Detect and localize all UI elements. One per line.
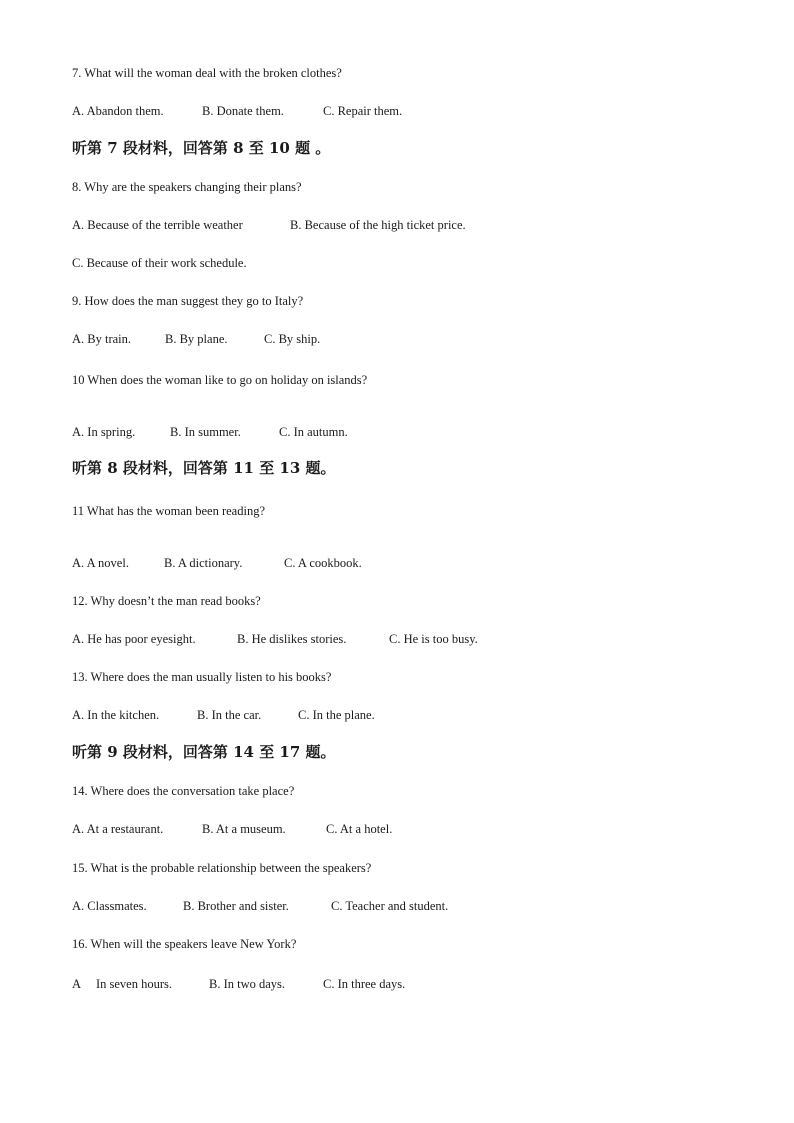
option-c: C. A cookbook. xyxy=(284,556,362,570)
option-c: C. He is too busy. xyxy=(389,632,478,646)
option-b: B. A dictionary. xyxy=(164,556,243,570)
option-a: A. He has poor eyesight. xyxy=(72,632,196,646)
option-b: B. Because of the high ticket price. xyxy=(290,218,466,232)
question-16: 16. When will the speakers leave New York? xyxy=(72,937,297,951)
option-c: C. Teacher and student. xyxy=(331,899,449,913)
question-8: 8. Why are the speakers changing their plans? xyxy=(72,180,302,194)
question-7: 7. What will the woman deal with the broken clothes? xyxy=(72,66,342,80)
question-14-options xyxy=(72,821,392,837)
option-a: A In seven hours. xyxy=(72,977,172,991)
section-heading-9: 听第 9 段材料，回答第 14 至 17 题。 xyxy=(72,743,336,761)
option-c: C. Repair them. xyxy=(323,104,403,118)
option-a: A. In the kitchen. xyxy=(72,708,160,722)
question-14: 14. Where does the conversation take place? xyxy=(72,784,295,798)
option-b: B. By plane. xyxy=(165,332,228,346)
option-b: B. Donate them. xyxy=(202,104,284,118)
option-a: A. In spring. xyxy=(72,425,136,439)
question-9-options xyxy=(72,331,320,347)
option-b: B. Brother and sister. xyxy=(183,899,289,913)
option-c: C. At a hotel. xyxy=(326,822,393,836)
option-c: C. In the plane. xyxy=(298,708,375,722)
option-a: A. At a restaurant. xyxy=(72,822,164,836)
question-12: 12. Why doesn’t the man read books? xyxy=(72,594,261,608)
question-11-options xyxy=(72,555,362,571)
option-a: A. By train. xyxy=(72,332,132,346)
option-c: C. By ship. xyxy=(264,332,321,346)
section-heading-7: 听第 7 段材料，回答第 8 至 10 题 。 xyxy=(72,139,331,157)
option-a: A. Because of the terrible weather xyxy=(72,218,243,232)
option-a: A. Abandon them. xyxy=(72,104,164,118)
question-10-options xyxy=(72,424,348,440)
option-a: A. Classmates. xyxy=(72,899,147,913)
option-b: B. At a museum. xyxy=(202,822,286,836)
option-b: B. In the car. xyxy=(197,708,262,722)
section-heading-8: 听第 8 段材料，回答第 11 至 13 题。 xyxy=(72,459,336,477)
question-13: 13. Where does the man usually listen to his books? xyxy=(72,670,332,684)
question-16-options xyxy=(72,976,405,992)
question-15: 15. What is the probable relationship between the speakers? xyxy=(72,861,372,875)
option-a: A. A novel. xyxy=(72,556,129,570)
question-8-option-c: C. Because of their work schedule. xyxy=(72,256,247,270)
option-c: C. In autumn. xyxy=(279,425,348,439)
question-11: 11 What has the woman been reading? xyxy=(72,504,265,518)
question-13-options xyxy=(72,707,375,723)
question-8-options xyxy=(72,217,466,233)
option-b: B. In summer. xyxy=(170,425,241,439)
question-9: 9. How does the man suggest they go to Italy? xyxy=(72,294,304,308)
option-b: B. He dislikes stories. xyxy=(237,632,347,646)
question-12-options xyxy=(72,631,478,647)
option-b: B. In two days. xyxy=(209,977,286,991)
question-7-options xyxy=(72,103,402,119)
question-10: 10 When does the woman like to go on holiday on islands? xyxy=(72,373,368,387)
option-c: C. In three days. xyxy=(323,977,406,991)
question-15-options xyxy=(72,898,448,914)
